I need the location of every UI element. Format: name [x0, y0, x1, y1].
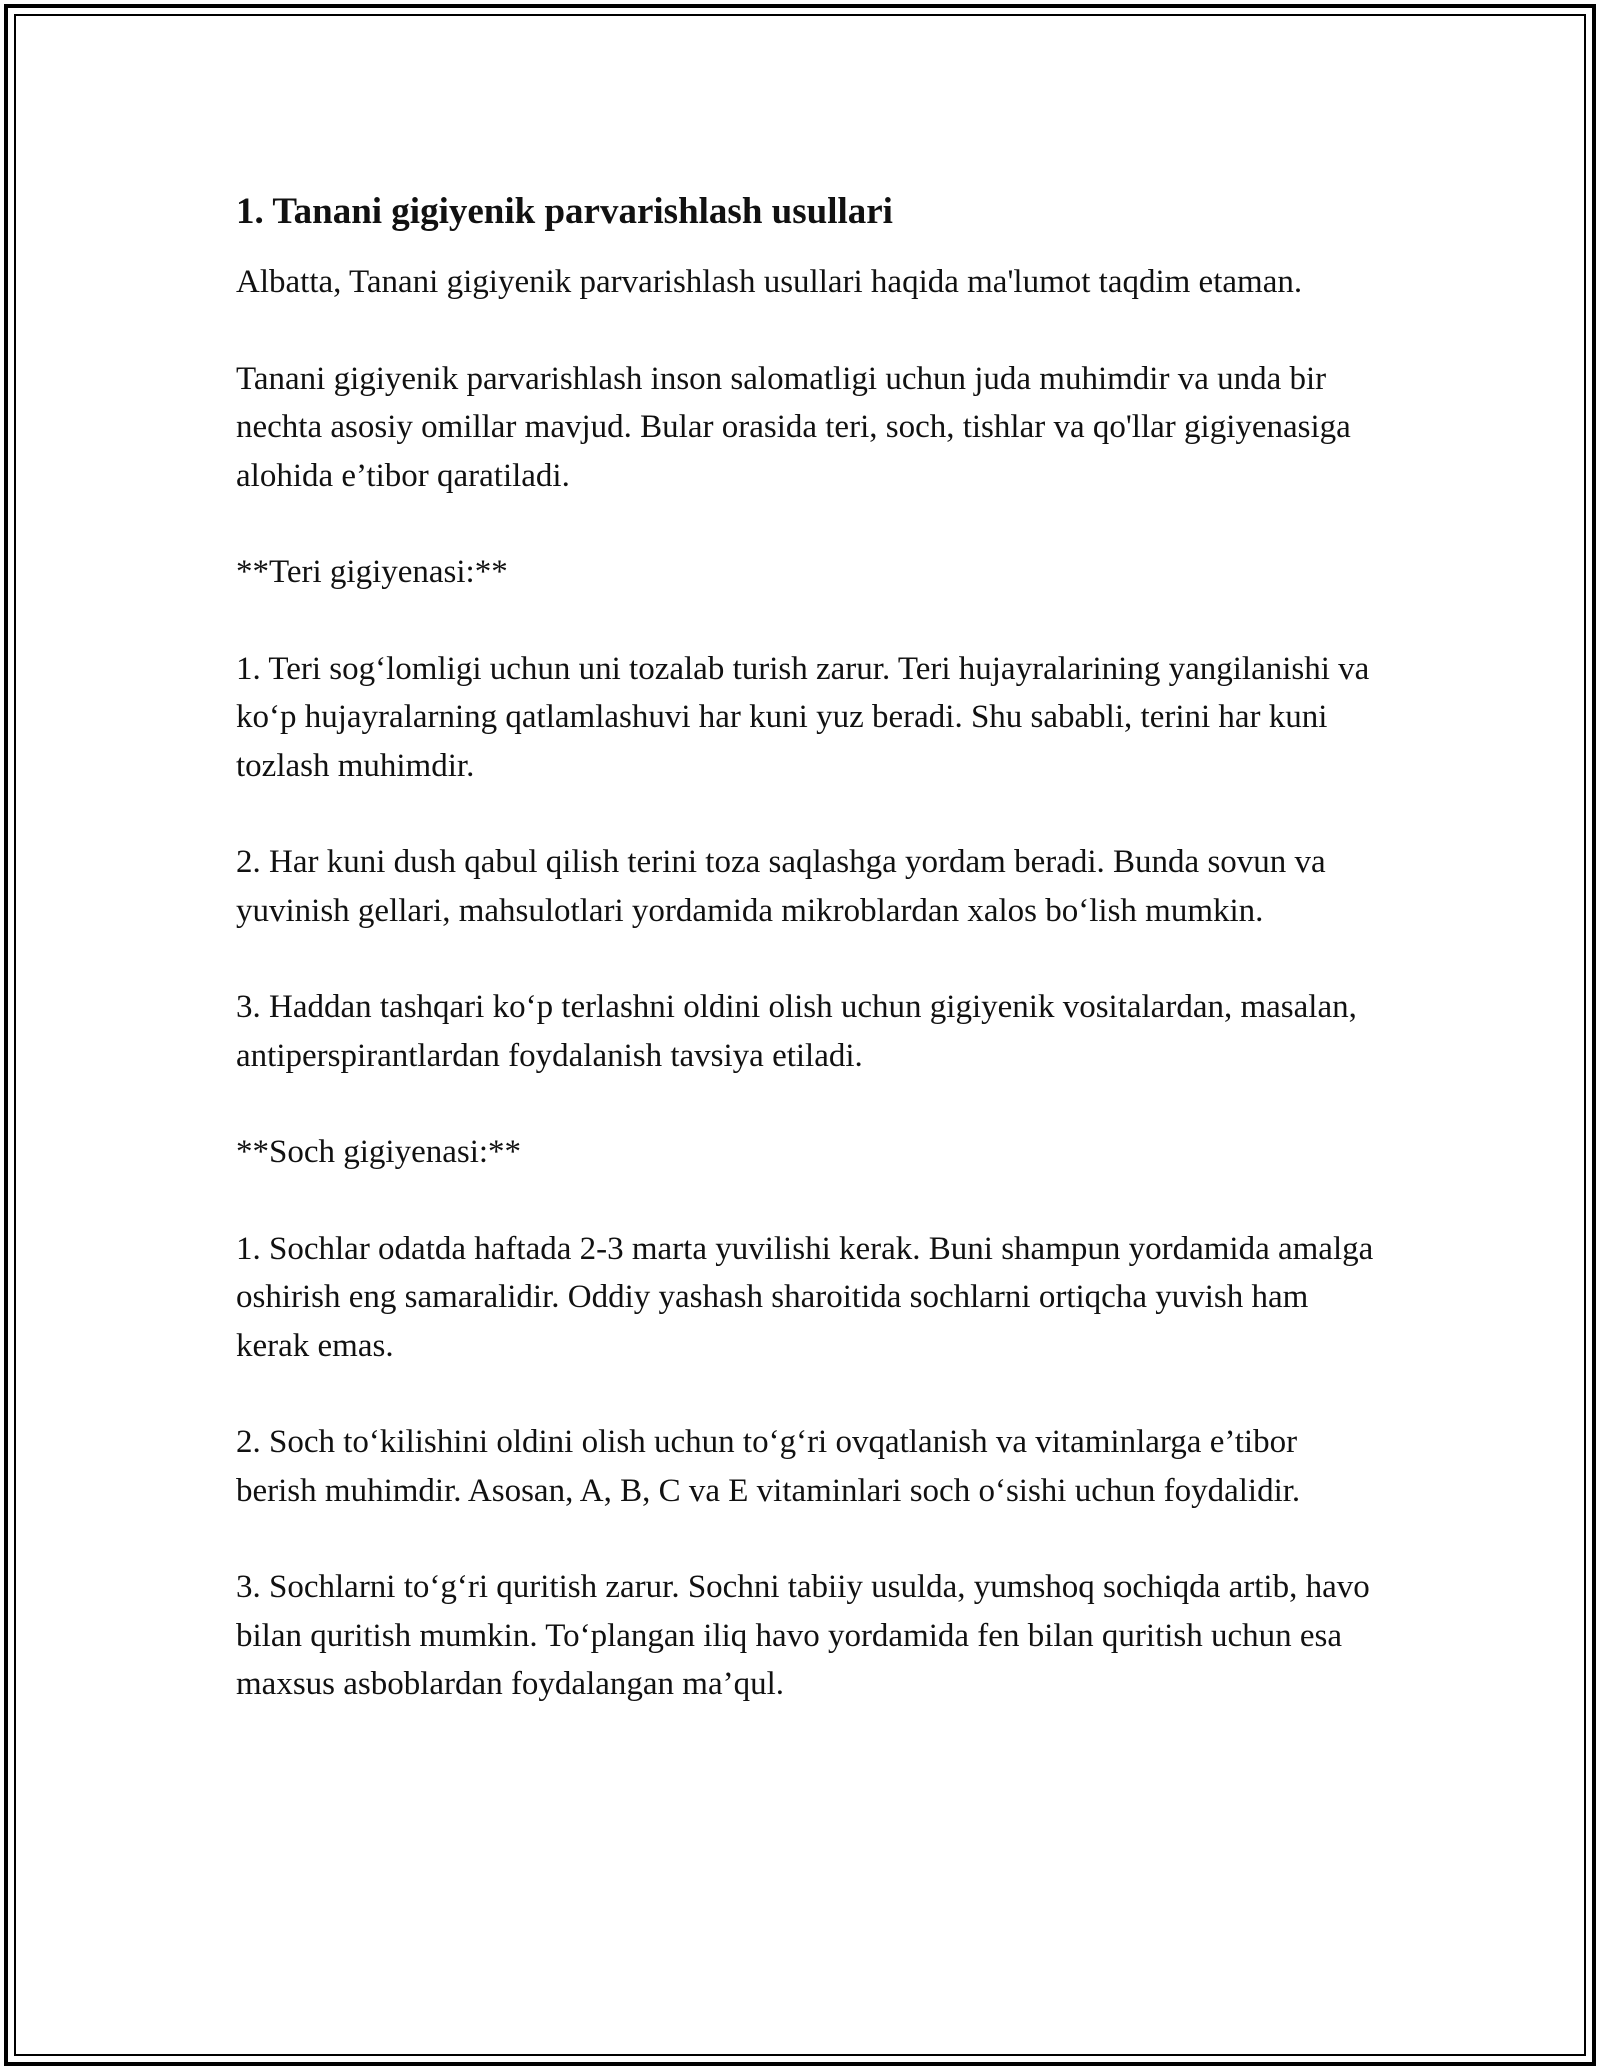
hair-item-1: 1. Sochlar odatda haftada 2-3 marta yuvilishi kerak. Buni shampun yordamida amalga oshirish eng samaralidir. Oddiy yashash sharoitida sochlarni ortiqcha yuvish ham kerak emas.: [236, 1230, 1374, 1364]
skin-item-2: 2. Har kuni dush qabul qilish terini toza saqlashga yordam beradi. Bunda sovun va yuvinish gellari, mahsulotlari yordamida mikroblardan xalos bo‘lish mumkin.: [236, 844, 1326, 929]
section-heading: 1. Tanani gigiyenik parvarishlash usullari: [236, 191, 893, 232]
hair-item-3: 3. Sochlarni to‘g‘ri quritish zarur. Sochni tabiiy usulda, yumshoq sochiqda artib, havo bilan quritish mumkin. To‘plangan iliq havo yordamida fen bilan quritish uchun esa maxsus asboblardan foydalangan ma’qul.: [236, 1569, 1370, 1702]
skin-item-3: 3. Haddan tashqari ko‘p terlashni oldini olish uchun gigiyenik vositalardan, masalan, antiperspirantlardan foydalanish tavsiya etiladi.: [236, 989, 1357, 1074]
hair-item-2: 2. Soch to‘kilishini oldini olish uchun to‘g‘ri ovqatlanish va vitaminlarga e’tibor berish muhimdir. Asosan, A, B, C va E vitaminlari soch o‘sishi uchun foydalidir.: [236, 1424, 1301, 1509]
skin-hygiene-heading: **Teri gigiyenasi:**: [236, 554, 508, 590]
intro-paragraph: Albatta, Tanani gigiyenik parvarishlash usullari haqida ma'lumot taqdim etaman.: [236, 264, 1303, 300]
skin-item-1: 1. Teri sog‘lomligi uchun uni tozalab turish zarur. Teri hujayralarining yangilanishi va ko‘p hujayralarning qatlamlashuvi har kuni yuz beradi. Shu sababli, terini har kuni tozlash muhimdir.: [236, 650, 1370, 784]
overview-paragraph: Tanani gigiyenik parvarishlash inson salomatligi uchun juda muhimdir va unda bir nechta asosiy omillar mavjud. Bular orasida teri, soch, tishlar va qo'llar gigiyenasiga alohida e’tibor qaratiladi.: [236, 360, 1351, 494]
hair-hygiene-heading: **Soch gigiyenasi:**: [236, 1134, 522, 1170]
document-body: [236, 186, 1376, 1757]
